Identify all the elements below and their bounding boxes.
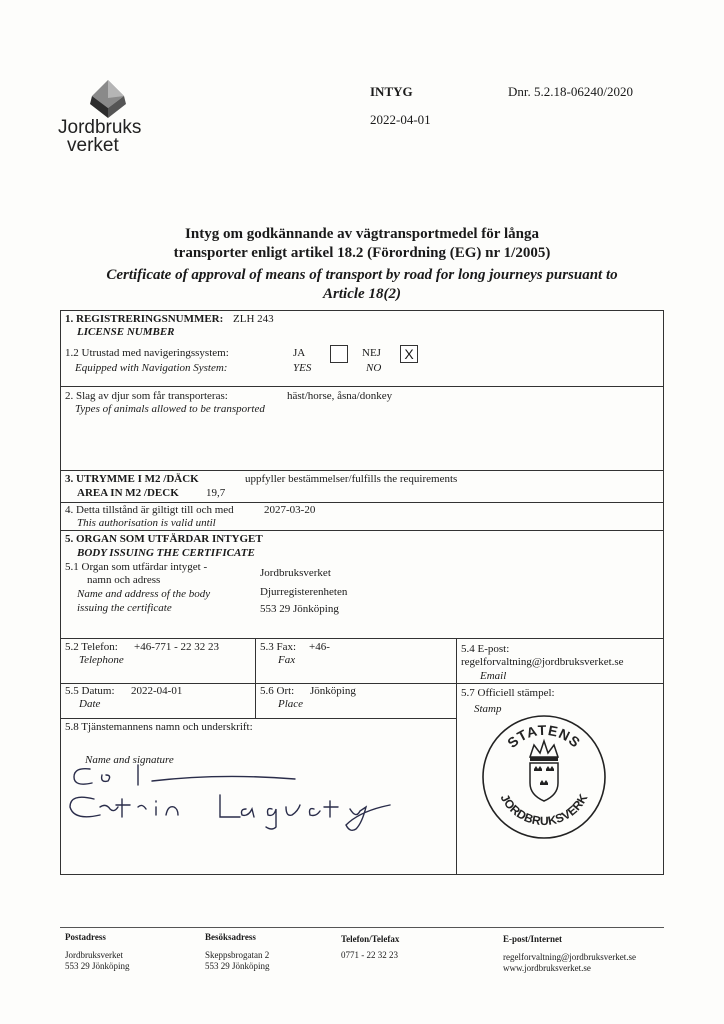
area-requirement: uppfyller bestämmelser/fulfills the requirements [245,473,458,485]
reg-value: ZLH 243 [233,313,274,325]
footer-visit-line2: 553 29 Jönköping [205,961,270,971]
doc-type: INTYG [370,84,413,99]
title-en-line2: Article 18(2) [323,286,401,302]
footer-web-title: E-post/Internet [503,934,562,944]
email-label: 5.4 E-post: [461,643,510,655]
organ-sub-label-en1: Name and address of the body [77,588,211,600]
animals-label-en: Types of animals allowed to be transported [75,403,265,415]
logo-text-line2: verket [67,135,119,156]
official-label: 5.8 Tjänstemannens namn och underskrift: [65,721,253,733]
fax-label-en: Fax [278,654,296,666]
stamp-bottom-text: JORDBRUKSVERK [497,791,591,829]
nav-no-checkbox[interactable]: X [400,345,418,363]
animals-label: 2. Slag av djur som får transporteras: [65,390,228,402]
organ-label: 5. ORGAN SOM UTFÄRDAR INTYGET [65,533,263,545]
footer-postal-line1: Jordbruksverket [65,950,123,960]
title-en-line1: Certificate of approval of means of transport by road for long journeys pursuant to [106,267,618,283]
fax-value: +46- [309,641,330,653]
validity-label: 4. Detta tillstånd är giltigt till och med [65,504,234,516]
nav-no-label: NEJ [362,347,381,359]
footer-postal-title: Postadress [65,932,106,942]
logo-text-line1: Jordbruks [58,117,142,138]
organ-address: 553 29 Jönköping [260,603,339,615]
footer-postal-line2: 553 29 Jönköping [65,961,130,971]
doc-date: 2022-04-01 [370,112,431,127]
nav-no-label-en: NO [366,362,382,374]
official-label-en: Name and signature [85,754,174,766]
area-value: 19,7 [206,487,226,499]
fax-label: 5.3 Fax: [260,641,297,653]
reg-label-en: LICENSE NUMBER [77,326,175,338]
stamp-top-text: STATENS [504,721,584,751]
area-label-en: AREA IN M2 /DECK [77,487,179,499]
date-value: 2022-04-01 [131,685,183,697]
handwritten-signature [60,755,400,835]
stamp-label: 5.7 Officiell stämpel: [461,687,555,699]
doc-number: Dnr. 5.2.18-06240/2020 [508,84,633,99]
organ-name: Jordbruksverket [260,567,331,579]
official-stamp [480,713,608,841]
footer-email-link[interactable]: regelforvaltning@jordbruksverket.se [503,952,636,962]
phone-label-en: Telephone [79,654,124,666]
footer-website-link[interactable]: www.jordbruksverket.se [503,963,591,973]
title-sv-line1: Intyg om godkännande av vägtransportmedel för långa [185,226,539,242]
place-label: 5.6 Ort: [260,685,295,697]
nav-label-en: Equipped with Navigation System: [75,362,228,374]
footer-visit-title: Besöksadress [205,932,256,942]
date-label-en: Date [79,698,101,710]
nav-yes-label: JA [293,347,306,359]
three-crowns-shield-icon [530,763,558,801]
organ-unit: Djurregisterenheten [260,586,348,598]
email-value: regelforvaltning@jordbruksverket.se [461,656,624,668]
date-label: 5.5 Datum: [65,685,115,697]
organ-sub-label-en2: issuing the certificate [77,602,172,614]
animals-value: häst/horse, åsna/donkey [287,390,393,402]
reg-label: 1. REGISTRERINGSNUMMER: [65,313,224,325]
area-label: 3. UTRYMME I M2 /DÄCK [65,473,199,485]
phone-label: 5.2 Telefon: [65,641,118,653]
logo-icon [88,78,128,120]
logo [58,78,158,158]
organ-sub-label1: 5.1 Organ som utfärdar intyget - [65,561,208,573]
validity-label-en: This authorisation is valid until [77,517,216,529]
title-sv-line2: transporter enligt artikel 18.2 (Förordning (EG) nr 1/2005) [173,245,551,261]
validity-value: 2027-03-20 [264,504,316,516]
place-value: Jönköping [310,685,356,697]
crown-icon [530,741,558,761]
footer-phone-title: Telefon/Telefax [341,934,400,944]
place-label-en: Place [278,698,304,710]
stamp-label-en: Stamp [474,703,502,715]
email-label-en: Email [480,670,507,682]
organ-label-en: BODY ISSUING THE CERTIFICATE [77,547,255,559]
footer-phone-value: 0771 - 22 32 23 [341,950,398,960]
phone-value: +46-771 - 22 32 23 [134,641,220,653]
nav-yes-checkbox[interactable] [330,345,348,363]
nav-yes-label-en: YES [293,362,312,374]
nav-label: 1.2 Utrustad med navigeringssystem: [65,347,229,359]
footer-visit-line1: Skeppsbrogatan 2 [205,950,270,960]
organ-sub-label2: namn och adress [87,574,161,586]
